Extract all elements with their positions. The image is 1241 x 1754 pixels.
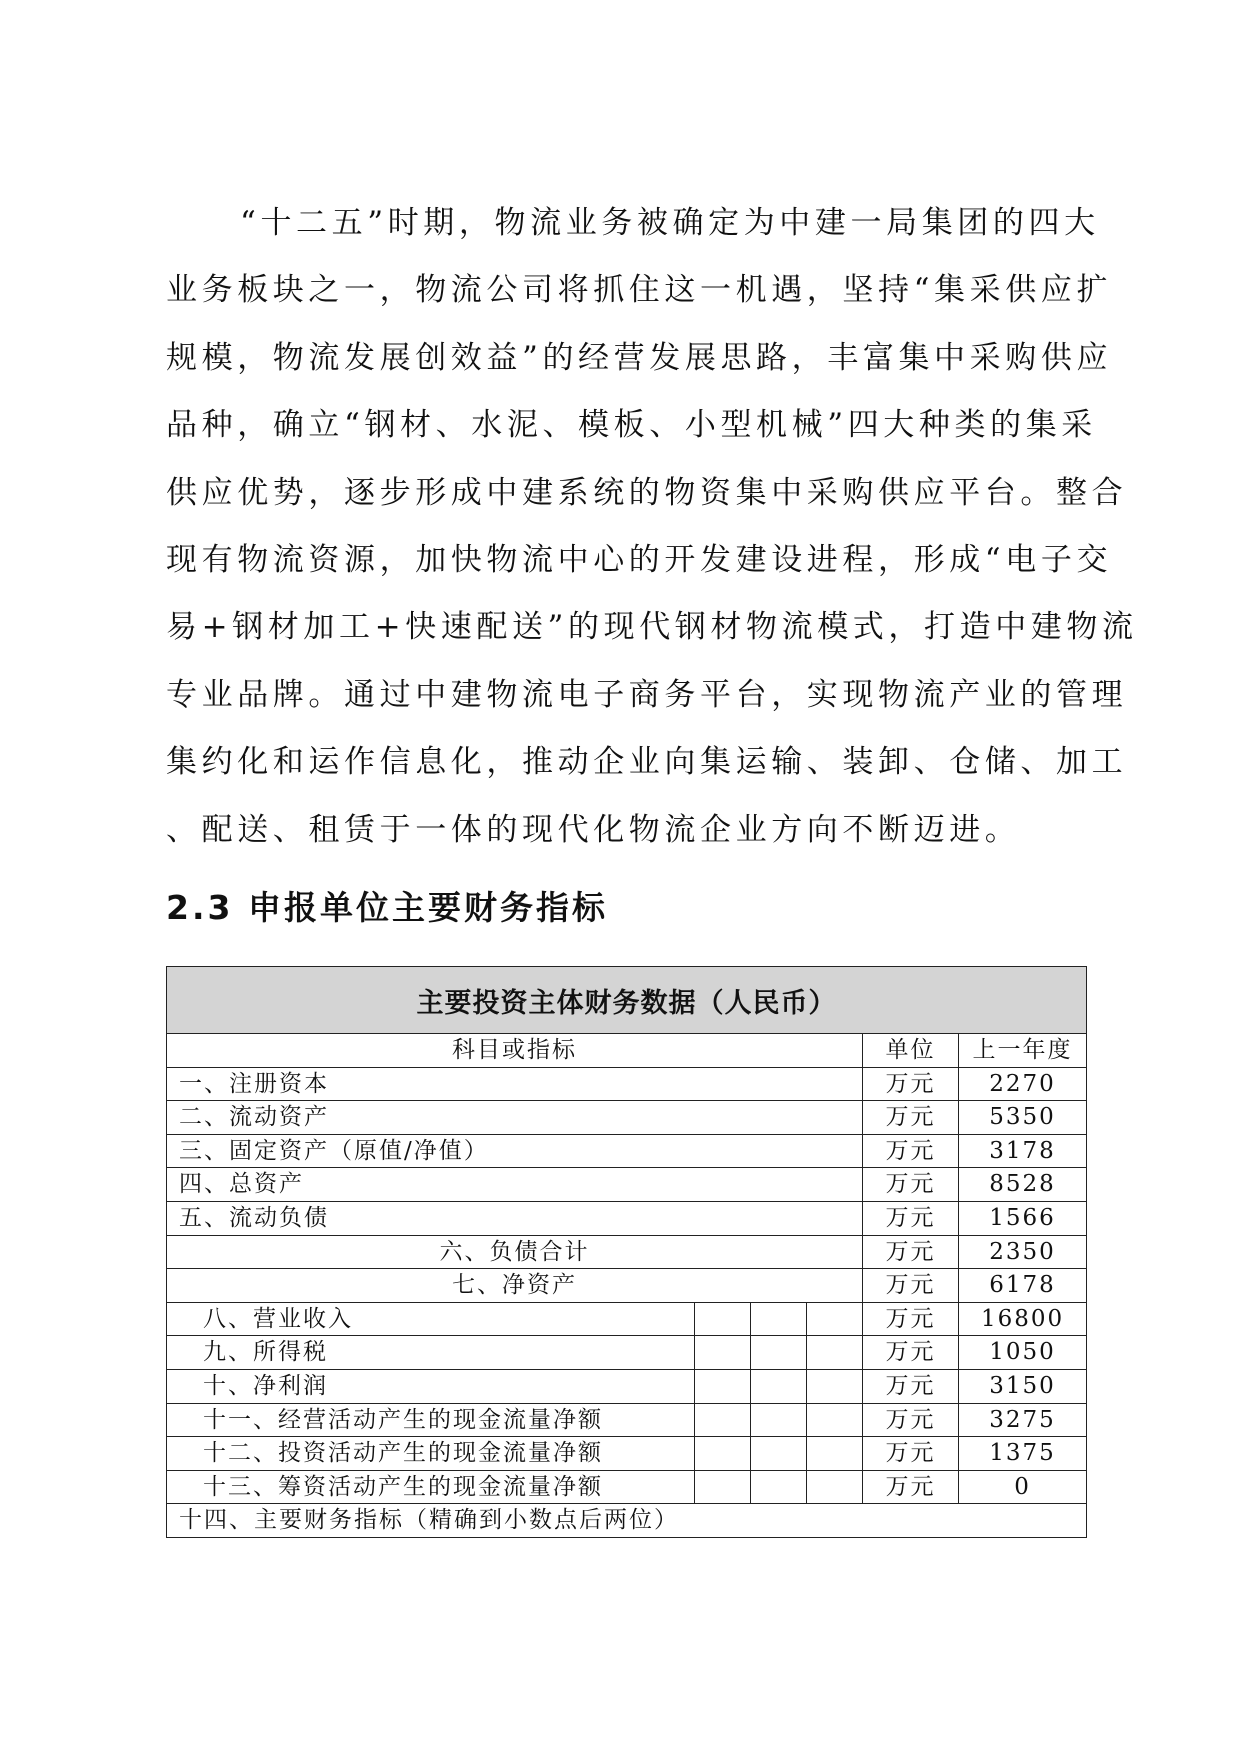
- header-value: 上一年度: [959, 1034, 1087, 1068]
- table-title: 主要投资主体财务数据（人民币）: [167, 967, 1087, 1034]
- row-unit: 万元: [863, 1067, 959, 1101]
- empty-cell: [807, 1403, 863, 1437]
- header-item: 科目或指标: [167, 1034, 863, 1068]
- row-value: 2350: [959, 1235, 1087, 1269]
- table-row: [167, 1437, 1087, 1471]
- row-unit: 万元: [863, 1369, 959, 1403]
- table-row: [167, 1101, 1087, 1135]
- table-row: [167, 1302, 1087, 1336]
- row-name: 三、固定资产（原值/净值）: [167, 1134, 863, 1168]
- row-name: 二、流动资产: [167, 1101, 863, 1135]
- row-value: 6178: [959, 1269, 1087, 1303]
- row-unit: 万元: [863, 1403, 959, 1437]
- paragraph-line: “十二五”时期，物流业务被确定为中建一局集团的四大: [240, 205, 1100, 241]
- empty-cell: [695, 1403, 751, 1437]
- empty-cell: [695, 1336, 751, 1370]
- row-unit: 万元: [863, 1269, 959, 1303]
- row-value: 16800: [959, 1302, 1087, 1336]
- row-name: 十四、主要财务指标（精确到小数点后两位）: [167, 1504, 1087, 1538]
- row-unit: 万元: [863, 1302, 959, 1336]
- row-value: 1375: [959, 1437, 1087, 1471]
- row-name: 六、负债合计: [167, 1235, 863, 1269]
- row-unit: 万元: [863, 1168, 959, 1202]
- row-value: 3150: [959, 1369, 1087, 1403]
- row-name: 八、营业收入: [167, 1302, 695, 1336]
- row-unit: 万元: [863, 1437, 959, 1471]
- row-value: 2270: [959, 1067, 1087, 1101]
- empty-cell: [807, 1437, 863, 1471]
- row-unit: 万元: [863, 1101, 959, 1135]
- header-unit: 单位: [863, 1034, 959, 1068]
- paragraph-line: 业务板块之一，物流公司将抓住这一机遇，坚持“集采供应扩: [166, 272, 1113, 309]
- empty-cell: [751, 1403, 807, 1437]
- row-unit: 万元: [863, 1134, 959, 1168]
- table-row: [167, 1201, 1087, 1235]
- table-row: [167, 1168, 1087, 1202]
- row-value: 1050: [959, 1336, 1087, 1370]
- row-name: 九、所得税: [167, 1336, 695, 1370]
- table-row: [167, 1369, 1087, 1403]
- row-name: 十三、筹资活动产生的现金流量净额: [167, 1470, 695, 1504]
- empty-cell: [807, 1470, 863, 1504]
- row-value: 3275: [959, 1403, 1087, 1437]
- row-value: 5350: [959, 1101, 1087, 1135]
- row-unit: 万元: [863, 1235, 959, 1269]
- row-name: 五、流动负债: [167, 1201, 863, 1235]
- paragraph-line: 供应优势，逐步形成中建系统的物资集中采购供应平台。整合: [166, 474, 1128, 511]
- paragraph-line: 专业品牌。通过中建物流电子商务平台，实现物流产业的管理: [166, 676, 1128, 713]
- empty-cell: [807, 1302, 863, 1336]
- empty-cell: [807, 1336, 863, 1370]
- empty-cell: [695, 1302, 751, 1336]
- empty-cell: [695, 1369, 751, 1403]
- empty-cell: [751, 1369, 807, 1403]
- empty-cell: [807, 1369, 863, 1403]
- paragraph-line: 集约化和运作信息化，推动企业向集运输、装卸、仓储、加工: [166, 744, 1128, 781]
- row-name: 十、净利润: [167, 1369, 695, 1403]
- table-row: [167, 1134, 1087, 1168]
- paragraph-line: 品种，确立“钢材、水泥、模板、小型机械”四大种类的集采: [166, 407, 1097, 444]
- row-name: 四、总资产: [167, 1168, 863, 1202]
- empty-cell: [751, 1336, 807, 1370]
- row-value: 1566: [959, 1201, 1087, 1235]
- row-name: 十一、经营活动产生的现金流量净额: [167, 1403, 695, 1437]
- empty-cell: [751, 1437, 807, 1471]
- paragraph-line: 易+钢材加工+快速配送”的现代钢材物流模式，打造中建物流: [166, 609, 1138, 646]
- paragraph-line: 规模，物流发展创效益”的经营发展思路，丰富集中采购供应: [166, 339, 1113, 376]
- row-unit: 万元: [863, 1336, 959, 1370]
- empty-cell: [695, 1437, 751, 1471]
- row-value: 8528: [959, 1168, 1087, 1202]
- row-name: 一、注册资本: [167, 1067, 863, 1101]
- empty-cell: [751, 1470, 807, 1504]
- financial-table: [166, 966, 1087, 1538]
- table-row: [167, 1336, 1087, 1370]
- row-unit: 万元: [863, 1470, 959, 1504]
- table-row: [167, 1470, 1087, 1504]
- empty-cell: [695, 1470, 751, 1504]
- table-row: [167, 1403, 1087, 1437]
- section-heading: 2.3 申报单位主要财务指标: [166, 888, 608, 927]
- paragraph-line: 、配送、租赁于一体的现代化物流企业方向不断迈进。: [166, 811, 1021, 848]
- table-row: [167, 1269, 1087, 1303]
- row-value: 0: [959, 1470, 1087, 1504]
- table-row: [167, 1067, 1087, 1101]
- table-row: [167, 1504, 1087, 1538]
- empty-cell: [751, 1302, 807, 1336]
- body-paragraph: [166, 190, 1138, 864]
- row-value: 3178: [959, 1134, 1087, 1168]
- table-row: [167, 1235, 1087, 1269]
- row-name: 七、净资产: [167, 1269, 863, 1303]
- paragraph-line: 现有物流资源，加快物流中心的开发建设进程，形成“电子交: [166, 541, 1113, 578]
- row-name: 十二、投资活动产生的现金流量净额: [167, 1437, 695, 1471]
- row-unit: 万元: [863, 1201, 959, 1235]
